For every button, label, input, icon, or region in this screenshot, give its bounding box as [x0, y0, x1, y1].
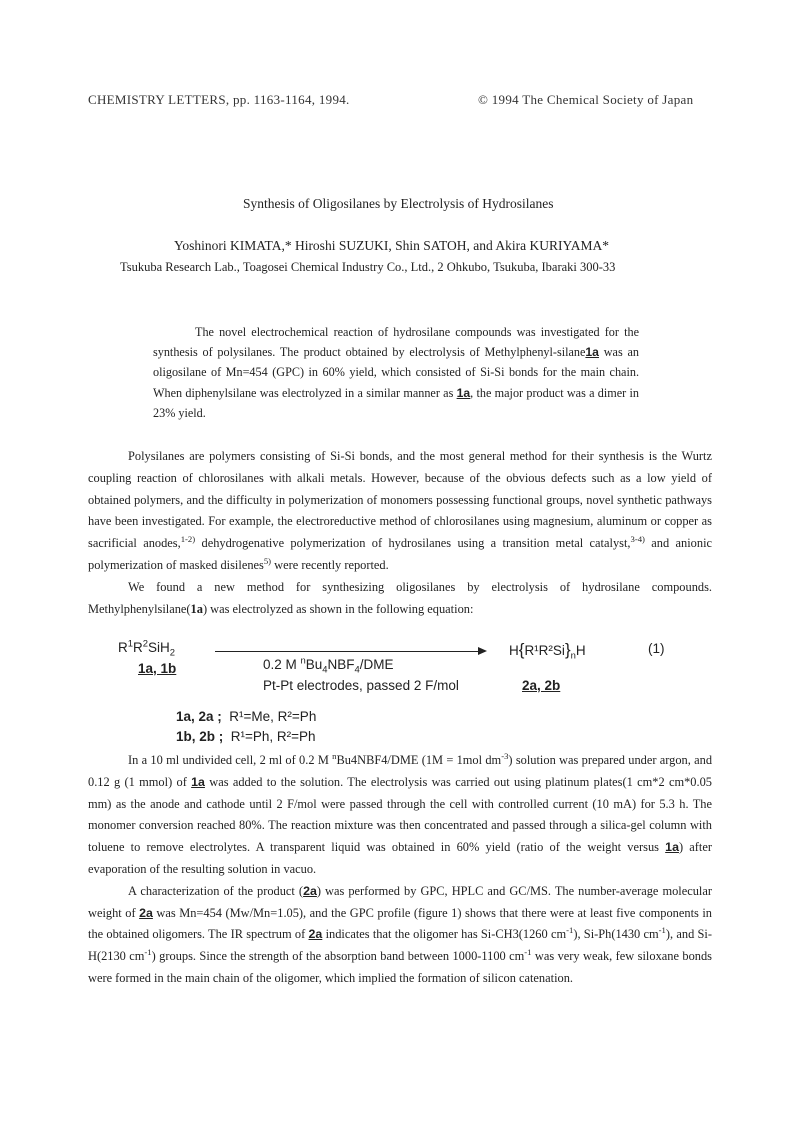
abstract — [153, 322, 639, 423]
reaction-condition-electrodes: Pt-Pt electrodes, passed 2 F/mol — [263, 678, 459, 693]
journal-citation: CHEMISTRY LETTERS, pp. 1163-1164, 1994. — [88, 92, 350, 107]
affiliation: Tsukuba Research Lab., Toagosei Chemical Industry Co., Ltd., 2 Ohkubo, Tsukuba, Ibaraki 300-33 — [120, 260, 616, 274]
compound-ref: 1a — [190, 601, 203, 616]
paper-title: Synthesis of Oligosilanes by Electrolysis of Hydrosilanes — [243, 196, 554, 211]
compound-ref: 1a — [585, 345, 599, 360]
citation: 3-4) — [630, 534, 645, 545]
reaction-arrowhead — [478, 647, 487, 655]
abstract-text: The novel electrochemical reaction of hydrosilane compounds was investigated for the synthesis of polysilanes. The product obtained by electrolysis of Methylphenyl-silane1a was an oligosilane of Mn=454 (GPC) in 60% yield, which consisted of Si-Si bonds for the main chain. When diphenylsilane was electrolyzed in a similar manner as 1a, the major product was a dimer in 23% yield. — [153, 325, 639, 420]
substituent-definition: 1b, 2b ; R¹=Ph, R²=Ph — [176, 729, 316, 744]
product-formula: $H\{R^1R^2Si\}_nH$ — [509, 640, 586, 662]
reactant-labels: 1a, 1b — [138, 661, 177, 676]
paragraph-procedure: In a 10 ml undivided cell, 2 ml of 0.2 M $^n$Bu4NBF4/DME (1M = 1mol $dm^{-3}$) solution was prepared under argon, and 0.12 g (1 mmol) of 1a was added to the solution. The electrolysis was carried out using platinum plates(1 cm*2 cm*0.05 mm) as the anode and cathode until 2 F/mol were passed through the cell with controlled current (10 mA) for 5.3 h. The monomer conversion reached 80%. The reaction mixture was then concentrated and passed through a silica-gel column with toluene to remove electrolytes. A transparent liquid was obtained in 60% yield (ratio of the weight versus 1a) after evaporation of the resulting solution in vacuo. — [88, 750, 713, 876]
citation: 5) — [263, 555, 272, 566]
reaction-condition-electrolyte: 0.2 M $^nBu_4NBF_4$/DME — [263, 655, 394, 676]
compound-ref: 1a — [191, 774, 205, 789]
author-list: Yoshinori KIMATA,* Hiroshi SUZUKI, Shin SATOH, and Akira KURIYAMA* — [174, 238, 609, 253]
copyright-notice: © 1994 The Chemical Society of Japan — [478, 92, 694, 107]
compound-ref: 2a — [308, 927, 323, 942]
reaction-arrow — [215, 651, 485, 652]
compound-ref: 1a — [665, 840, 679, 855]
substituent-definition: 1a, 2a ; R¹=Me, R²=Ph — [176, 709, 317, 724]
compound-ref: 2a — [139, 905, 153, 920]
body-experimental — [88, 750, 712, 990]
product-labels: 2a, 2b — [522, 678, 561, 693]
compound-ref: 1a — [456, 385, 471, 400]
equation-number: (1) — [648, 641, 665, 656]
reactant-formula: $R^1R^2SiH_2$ — [118, 638, 176, 659]
paragraph-method: We found a new method for synthesizing oligosilanes by electrolysis of hydrosilane compounds. Methylphenylsilane(1a) was electrolyzed as shown in the following equation: — [88, 579, 712, 616]
paragraph-characterization: A characterization of the product (2a) was performed by GPC, HPLC and GC/MS. The number-average molecular weight of 2a was Mn=454 (Mw/Mn=1.05), and the GPC profile (figure 1) shows that there were at least five components in the obtained oligomers. The IR spectrum of 2a indicates that the oligomer has Si-CH3(1260 $cm^{-1}$), Si-Ph(1430 $cm^{-1}$), and Si-H(2130 $cm^{-1}$) groups. Since the strength of the absorption band between 1000-1100 $cm^{-1}$ was very weak, few siloxane bonds were formed in the main chain of the oligomer, which implied the formation of silicon catenation. — [88, 883, 712, 985]
citation: 1-2) — [180, 534, 196, 545]
compound-ref: 2a — [303, 883, 317, 898]
body-intro — [88, 446, 712, 620]
paragraph-intro: Polysilanes are polymers consisting of Si-Si bonds, and the most general method for their synthesis is the Wurtz coupling reaction of chlorosilanes with alkali metals. However, because of the obvious defects such as a low yield of obtained polymers, and the difficulty in polymerization of monomers possessing functional groups, novel synthetic pathways have been investigated. For example, the electroreductive method of chlorosilanes using magnesium, aluminum or copper as sacrificial anodes,$^{1-2)}$ dehydrogenative polymerization of hydrosilanes using a transition metal catalyst,$^{3-4)}$ and anionic polymerization of masked disilenes$^{5)}$ were recently reported. — [88, 449, 713, 572]
